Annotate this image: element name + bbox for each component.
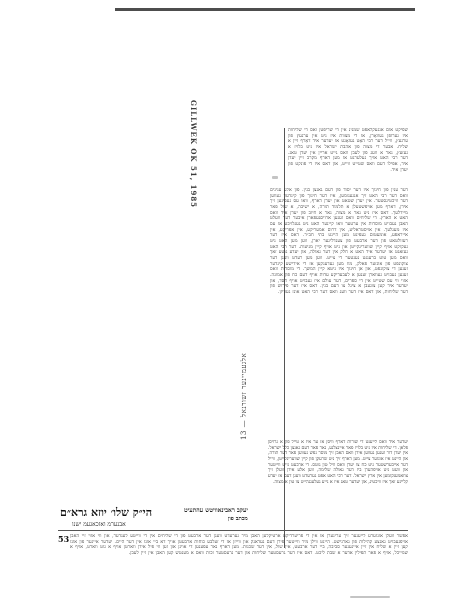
article-column-left-lead: יעדער איד וואס לייענט די שורות דארף וויסן אז ער איז א טייל פון א גרויסן פלאן. די שליחות איז ניט בלויז פאר איינצלנע, נאר פאר דעם גאנצן כלל ישראל. אין יעדן דור זענען געווען אידן וואס האבן זיך מוסר נפש געווען פאר דער תורה, און היינט איז אונזער צייט. מען דארף זיך ניט שרעקן פון קיין שוועריגקייטן, ווייל דער אייבערשטער גיט כח צו יעדן וואס וויל טון גוטס. די ארבעט גייט ווייטער און וועט ניט אויפהערן ביז דער גאולה שלימה, ווען אלע אידן וועלן זיך צוזאמענקומען אין ארץ ישראל. דער רבי האט אפט גערעדט וועגן דעם אז יעדע קליינע זאך איז וויכטיג, און יעדער טאג איז א נייע געלעגנהייט צו טון א מצוה. [268, 440, 408, 485]
scan-smudge [350, 596, 390, 598]
byline-label: מכתב פון [228, 516, 248, 522]
masthead-subtitle: אבנערמ ואזכאגעמ ישנו [72, 521, 126, 528]
masthead-title: הי״ק שלו׳ יוזא גרא״ם [60, 506, 153, 519]
byline-name: יעקב ראבינאוויטש עהתעיט [184, 507, 248, 514]
scan-top-border [115, 8, 415, 11]
article-column-right-main: דער ענין פון חינוך איז דער יסוד פון דעם גאנצן בנין. פון אלע ענינים וואס דער רבי האט זיך אנגענומען, איז דער חינוך פון קינדער געווען דער וויכטיגסטער. אין יעדן שטאט און יעדן דארף, וואו עס געפינען זיך אידן, דארף מען אויפשטעלן א תלמוד תורה, א ישיבה, א שול פאר מיידלעך. דאס איז ניט נאר א מצוה, נאר א חיוב פון יעדן איד וואס האט א הארץ. די שליחים וואס זענען ארויסגעפארן איבער דער וועלט האבן געבויט מוסדות אין ערטער וואו קיינער האט ניט געגלויבט אז עס איז מעגלעך. אין אויסטראליע, אין דרום אמעריקע, אין אפריקע, אין אייראפע, אומעטום געפינט מען היינט בתי חב״ד. דאס איז דער רעזולטאט פון דער ארבעט פון צענדליגער יארן, ווען מען האט ניט געקוקט אויף קיין שוועריגקייטן און ניט אויף קיין מניעות. דער רבי האט געזאגט אז יעדער איד האט א חלק אין דער גאולה, און יעדע גוטע זאך וואס מען טוט ברענגט נענטער די צייט. ווען מען רעדט וועגן דער צוקונפט פון אונזער פאלק, מוז מען געדענקען אז די אידישע קינדער זענען די צוקונפט, און אן חינוך איז ניטא קיין המשך. די מוסדות וואס זענען געבויט געווארן זענען א לעבעדיקע עדות אויף דעם כח פון אמונה. אזוי ווי עס שטייט אין די ספרים, דער עולם איז געבויט אויף חסד, און יעדער איד קען צוגעבן א ציגל צו דעם בנין. דאס איז דער פירוש פון דער שליחות, און דאס איז דער וועג וואס דער רבי האט אונז געוויזן. [270, 188, 408, 295]
article-column-right-top: שפיקט אום אנגעקלאפט שמגינ אין די שריפטן ואס די שליחות איז גערופן געוואָרן, אז די מצוות איז ניט אין ערגעץ פון ערגעץ, ווייל דער רבי האָט געזאָגט אז יעדער איד דאַרף זיין א שליח. אבער די מצוה פון אהבת ישראל איז ניט בלויז א געזעץ, נאר א וועג פון לעבן וואס גייט אריין אין יעדן טאג. דער רבי האט אויך געלערנט אז מען דארף מקרב זיין יעדן איד, אפילו דעם וואס שטייט ווייט, און דאס איז די פונקט פון יעדן איד. [288, 128, 408, 173]
column-header-stamp: 13 — אלגעמיינער זשורנאל [240, 352, 248, 440]
article-column-bottom: אפשר וועלן אונזערע לייענער זיך ערינערן אז אין די פריערדיקע ארטיקלען האבן מיר גערעדט וועגן דער ארבעט פון די שליחים אין די ווייטע לענדער, און ווי אזוי זיי האבן אויפגעבויט גאנצע קהילות פון גארנישט. היינט ווילן מיר ווייטער פירן דעם געדאנק און ווייזן אז די זעלבע כוחות ארבעטן אויך דא ביי אונז אין דער היים. יעדער איינער פון אונז קען זיין א שליח אין זיין אייגענער סביבה, ביי דער ארבעט, אין שול, אין דער שכנות. מען דארף נאר עפענען די אויגן און זען ווי פיל אידן ווארטן אויף א גוט ווארט, אויף א שמייכל, אויף א פאר תפילין אדער א שבת ליכט. דאס איז דער גרעסטער שליחות און דער גרעסטער זכות וואס א מענטש קען האבן אין זיין לעבן. [70, 534, 408, 556]
margin-date-stamp: GILLWEK OK 51, 1985 [189, 100, 198, 209]
column-number: 53 [58, 534, 70, 544]
masthead-rule [58, 530, 408, 531]
scan-smudge [272, 176, 278, 179]
